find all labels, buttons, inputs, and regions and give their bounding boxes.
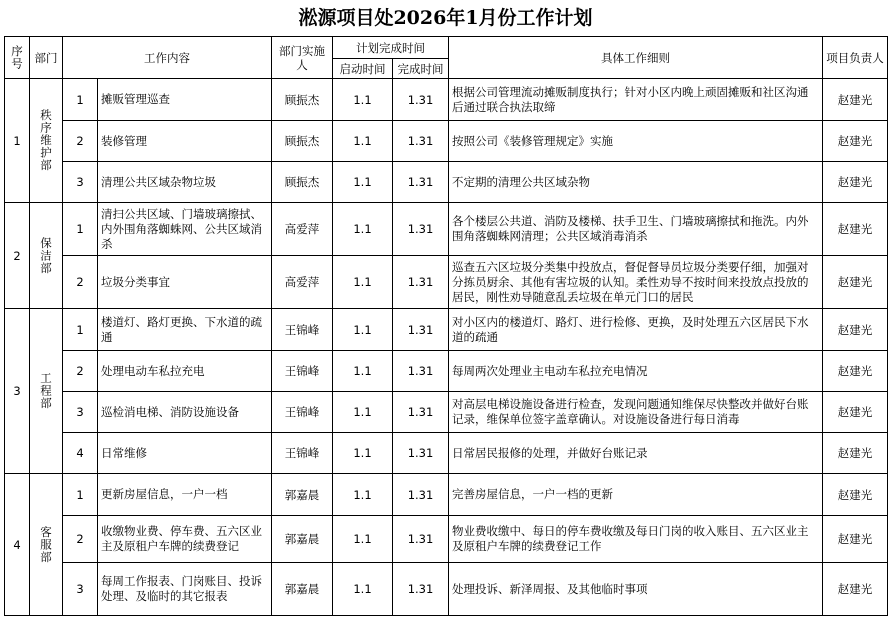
work-content: 楼道灯、路灯更换、下水道的疏通 [98, 309, 272, 351]
project-lead: 赵建光 [823, 474, 888, 516]
implementer: 王锦峰 [272, 433, 333, 474]
work-detail: 日常居民报修的处理，并做好台账记录 [449, 433, 823, 474]
start-time: 1.1 [333, 392, 393, 433]
work-detail: 根据公司管理流动摊贩制度执行；针对小区内晚上顽固摊贩和社区沟通后通过联合执法取缔 [449, 79, 823, 121]
header-start: 启动时间 [333, 59, 393, 79]
department-name [30, 474, 63, 616]
group-number: 3 [5, 309, 30, 474]
item-number: 2 [63, 256, 98, 309]
finish-time: 1.31 [393, 433, 449, 474]
item-number: 4 [63, 433, 98, 474]
work-detail: 按照公司《装修管理规定》实施 [449, 121, 823, 162]
work-detail: 每周两次处理业主电动车私拉充电情况 [449, 351, 823, 392]
table-row [5, 516, 888, 563]
work-content: 摊贩管理巡查 [98, 79, 272, 121]
table-row [5, 162, 888, 203]
group-number: 1 [5, 79, 30, 203]
implementer: 王锦峰 [272, 351, 333, 392]
header-lead: 项目负责人 [823, 37, 888, 79]
item-number: 2 [63, 121, 98, 162]
group-number: 4 [5, 474, 30, 616]
work-content: 日常维修 [98, 433, 272, 474]
finish-time: 1.31 [393, 162, 449, 203]
project-lead: 赵建光 [823, 433, 888, 474]
start-time: 1.1 [333, 351, 393, 392]
header-seq: 序号 [5, 37, 30, 79]
implementer: 顾振杰 [272, 121, 333, 162]
table-row [5, 433, 888, 474]
work-content: 巡检消电梯、消防设施设备 [98, 392, 272, 433]
implementer: 王锦峰 [272, 392, 333, 433]
work-detail: 对高层电梯设施设备进行检查，发现问题通知维保尽快整改并做好台账记录，维保单位签字盖章确认。对设施设备进行每日消毒 [449, 392, 823, 433]
start-time: 1.1 [333, 256, 393, 309]
table-row [5, 256, 888, 309]
project-lead: 赵建光 [823, 121, 888, 162]
work-content: 清扫公共区域、门墙玻璃擦拭、内外围角落蜘蛛网、公共区域消杀 [98, 203, 272, 256]
implementer: 王锦峰 [272, 309, 333, 351]
table-row [5, 203, 888, 256]
item-number: 2 [63, 516, 98, 563]
work-detail: 完善房屋信息，一户一档的更新 [449, 474, 823, 516]
implementer: 高爱萍 [272, 203, 333, 256]
start-time: 1.1 [333, 474, 393, 516]
work-detail: 物业费收缴中、每日的停车费收缴及每日门岗的收入账目、五六区业主及原租户车牌的续费登记工作 [449, 516, 823, 563]
project-lead: 赵建光 [823, 309, 888, 351]
start-time: 1.1 [333, 433, 393, 474]
project-lead: 赵建光 [823, 256, 888, 309]
table-row [5, 121, 888, 162]
header-finish: 完成时间 [393, 59, 449, 79]
department-name [30, 203, 63, 309]
finish-time: 1.31 [393, 516, 449, 563]
work-detail: 各个楼层公共道、消防及楼梯、扶手卫生、门墙玻璃擦拭和拖洗。内外围角落蜘蛛网清理；公共区域消毒消杀 [449, 203, 823, 256]
finish-time: 1.31 [393, 563, 449, 616]
work-detail: 巡查五六区垃圾分类集中投放点，督促督导员垃圾分类要仔细，加强对分拣员厨余、其他有害垃圾的认知。柔性劝导不按时间来投放点投放的居民，刚性劝导随意乱丢垃圾在单元门口的居民 [449, 256, 823, 309]
work-detail: 不定期的清理公共区域杂物 [449, 162, 823, 203]
work-content: 处理电动车私拉充电 [98, 351, 272, 392]
item-number: 3 [63, 563, 98, 616]
work-detail: 对小区内的楼道灯、路灯、进行检修、更换，及时处理五六区居民下水道的疏通 [449, 309, 823, 351]
item-number: 1 [63, 309, 98, 351]
item-number: 2 [63, 351, 98, 392]
table-row [5, 392, 888, 433]
project-lead: 赵建光 [823, 392, 888, 433]
header-content: 工作内容 [63, 37, 272, 79]
header-implementer: 部门实施人 [272, 37, 333, 79]
table-row [5, 351, 888, 392]
project-lead: 赵建光 [823, 79, 888, 121]
start-time: 1.1 [333, 203, 393, 256]
implementer: 郭嘉晨 [272, 563, 333, 616]
implementer: 郭嘉晨 [272, 516, 333, 563]
table-row [5, 79, 888, 121]
item-number: 3 [63, 392, 98, 433]
group-number: 2 [5, 203, 30, 309]
project-lead: 赵建光 [823, 162, 888, 203]
finish-time: 1.31 [393, 474, 449, 516]
department-name [30, 309, 63, 474]
department-label: 客服部 [39, 525, 53, 564]
work-content: 每周工作报表、门岗账目、投诉处理、及临时的其它报表 [98, 563, 272, 616]
work-content: 垃圾分类事宜 [98, 256, 272, 309]
implementer: 郭嘉晨 [272, 474, 333, 516]
finish-time: 1.31 [393, 309, 449, 351]
department-name [30, 79, 63, 203]
project-lead: 赵建光 [823, 516, 888, 563]
project-lead: 赵建光 [823, 203, 888, 256]
department-label: 秩序维护部 [39, 109, 53, 172]
work-content: 收缴物业费、停车费、五六区业主及原租户车牌的续费登记 [98, 516, 272, 563]
department-label: 保洁部 [39, 236, 53, 275]
table-row [5, 309, 888, 351]
finish-time: 1.31 [393, 79, 449, 121]
work-plan-table [4, 36, 888, 616]
start-time: 1.1 [333, 79, 393, 121]
finish-time: 1.31 [393, 351, 449, 392]
start-time: 1.1 [333, 563, 393, 616]
implementer: 高爱萍 [272, 256, 333, 309]
work-content: 更新房屋信息，一户一档 [98, 474, 272, 516]
finish-time: 1.31 [393, 256, 449, 309]
finish-time: 1.31 [393, 392, 449, 433]
department-label: 工程部 [39, 372, 53, 410]
header-plan-time: 计划完成时间 [333, 37, 449, 59]
work-content: 装修管理 [98, 121, 272, 162]
finish-time: 1.31 [393, 121, 449, 162]
item-number: 3 [63, 162, 98, 203]
implementer: 顾振杰 [272, 162, 333, 203]
item-number: 1 [63, 203, 98, 256]
table-row [5, 563, 888, 616]
header-dept: 部门 [30, 37, 63, 79]
start-time: 1.1 [333, 162, 393, 203]
item-number: 1 [63, 79, 98, 121]
table-row [5, 474, 888, 516]
start-time: 1.1 [333, 516, 393, 563]
finish-time: 1.31 [393, 203, 449, 256]
item-number: 1 [63, 474, 98, 516]
page-title: 淞源项目处2026年1月份工作计划 [298, 7, 593, 29]
work-detail: 处理投诉、新泽周报、及其他临时事项 [449, 563, 823, 616]
project-lead: 赵建光 [823, 351, 888, 392]
start-time: 1.1 [333, 309, 393, 351]
start-time: 1.1 [333, 121, 393, 162]
implementer: 顾振杰 [272, 79, 333, 121]
project-lead: 赵建光 [823, 563, 888, 616]
header-detail: 具体工作细则 [449, 37, 823, 79]
work-content: 清理公共区域杂物垃圾 [98, 162, 272, 203]
